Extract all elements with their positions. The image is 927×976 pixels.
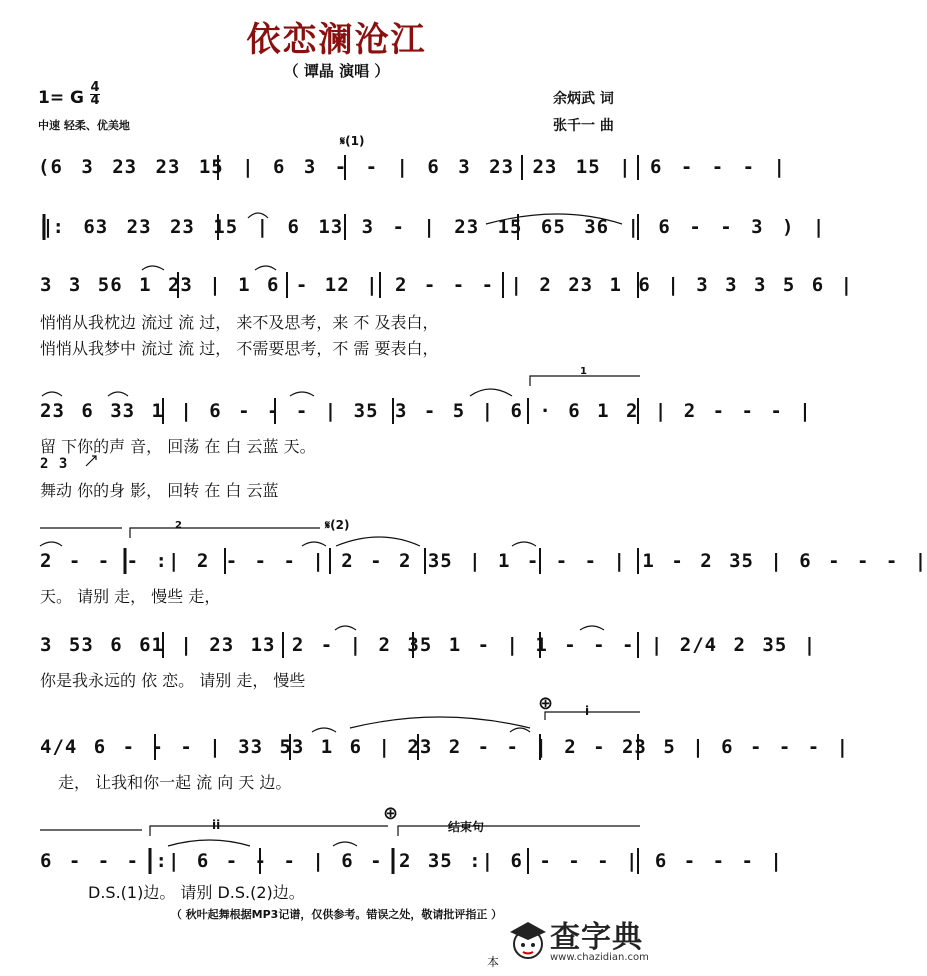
lyric-row-4-verse-2: 舞动 你的身 影， 回转 在 白 云蓝 bbox=[40, 481, 279, 500]
volta-2-label: 2 bbox=[175, 520, 182, 531]
transcription-note: （ 秋叶起舞根据MP3记谱，仅供参考。错误之处，敬请批评指正 ） bbox=[170, 908, 503, 921]
coda-mark-1: ⊕ bbox=[538, 693, 554, 714]
lyric-row-5: 天。 请别 走， 慢些 走， bbox=[40, 587, 221, 606]
time-signature-top: 4 bbox=[90, 80, 100, 95]
key-signature: 1= G bbox=[38, 88, 84, 108]
song-title: 依恋澜沧江 bbox=[246, 20, 427, 60]
site-url: www.chazidian.com bbox=[550, 952, 649, 963]
lyric-row-8: D.S.(1)边。 请别 D.S.(2)边。 bbox=[88, 883, 305, 902]
singer-credit: （ 谭晶 演唱 ） bbox=[283, 62, 390, 80]
notation-row-4: 23 6 33 1 | 6 - - - | 35 3 - 5 | 6 · 6 1 2 | 2 - - - | bbox=[40, 400, 812, 422]
lyricist-credit: 余炳武 词 bbox=[553, 91, 614, 107]
lyric-row-3-verse-1: 悄悄从我枕边 流过 流 过， 来不及思考，来 不 及表白， bbox=[40, 313, 439, 332]
segno-2-mark: 𝄋(2) bbox=[325, 518, 350, 532]
segno-1-mark: 𝄋(1) bbox=[340, 134, 365, 148]
lyric-row-6: 你是我永远的 依 恋。 请别 走， 慢些 bbox=[40, 671, 306, 690]
mascot-icon bbox=[506, 910, 550, 970]
composer-credit: 张千一 曲 bbox=[553, 118, 614, 134]
notation-row-1: (6 3 23 23 15 | 6 3 - - | 6 3 23 23 15 | 6 - - - | bbox=[38, 156, 786, 178]
lyric-row-3-verse-2: 悄悄从我梦中 流过 流 过， 不需要思考，不 需 要表白， bbox=[40, 339, 439, 358]
notation-row-6: 3 53 6 61 | 23 13 2 - | 2 35 1 - | 1 - - - | 2/4 2 35 | bbox=[40, 634, 817, 656]
site-logo bbox=[506, 910, 666, 970]
notation-row-2: ‖: 63 23 23 15 | 6 13 3 - | 23 15 65 36 | 6 - - 3 ) | bbox=[40, 216, 826, 238]
coda-mark-2: ⊕ bbox=[383, 803, 399, 824]
site-logo-text: 查字典 bbox=[550, 920, 643, 955]
notation-row-4-variant: 2 3 bbox=[40, 456, 69, 472]
notation-row-8: 6 - - - :| 6 - - - | 6 - 2 35 :| 6 - - - | 6 - - - | bbox=[40, 850, 783, 872]
volta-i-label: i bbox=[585, 704, 590, 718]
ending-label: 结束句 bbox=[448, 820, 485, 834]
tempo-marking: 中速 轻柔、优美地 bbox=[38, 119, 130, 132]
lyric-row-4-verse-1: 留 下你的声 音， 回荡 在 白 云蓝 天。 bbox=[40, 437, 316, 456]
notation-row-5: 2 - - - :| 2 - - - | 2 - 2 35 | 1 - - - | 1 - 2 35 | 6 - - - | bbox=[40, 550, 927, 572]
lyric-row-7: 走， 让我和你一起 流 向 天 边。 bbox=[58, 773, 292, 792]
notation-row-3: 3 3 56 1 23 | 1 6 - 12 | 2 - - - | 2 23 1 6 | 3 3 3 5 6 | bbox=[40, 274, 854, 296]
time-signature-bottom: 4 bbox=[90, 93, 100, 108]
notation-row-7: 4/4 6 - - - | 33 53 1 6 | 23 2 - - | 2 - 23 5 | 6 - - - | bbox=[40, 736, 850, 758]
page-marker: 本 bbox=[487, 955, 500, 969]
volta-ii-label: ii bbox=[212, 818, 221, 832]
volta-1-label: 1 bbox=[580, 366, 587, 377]
